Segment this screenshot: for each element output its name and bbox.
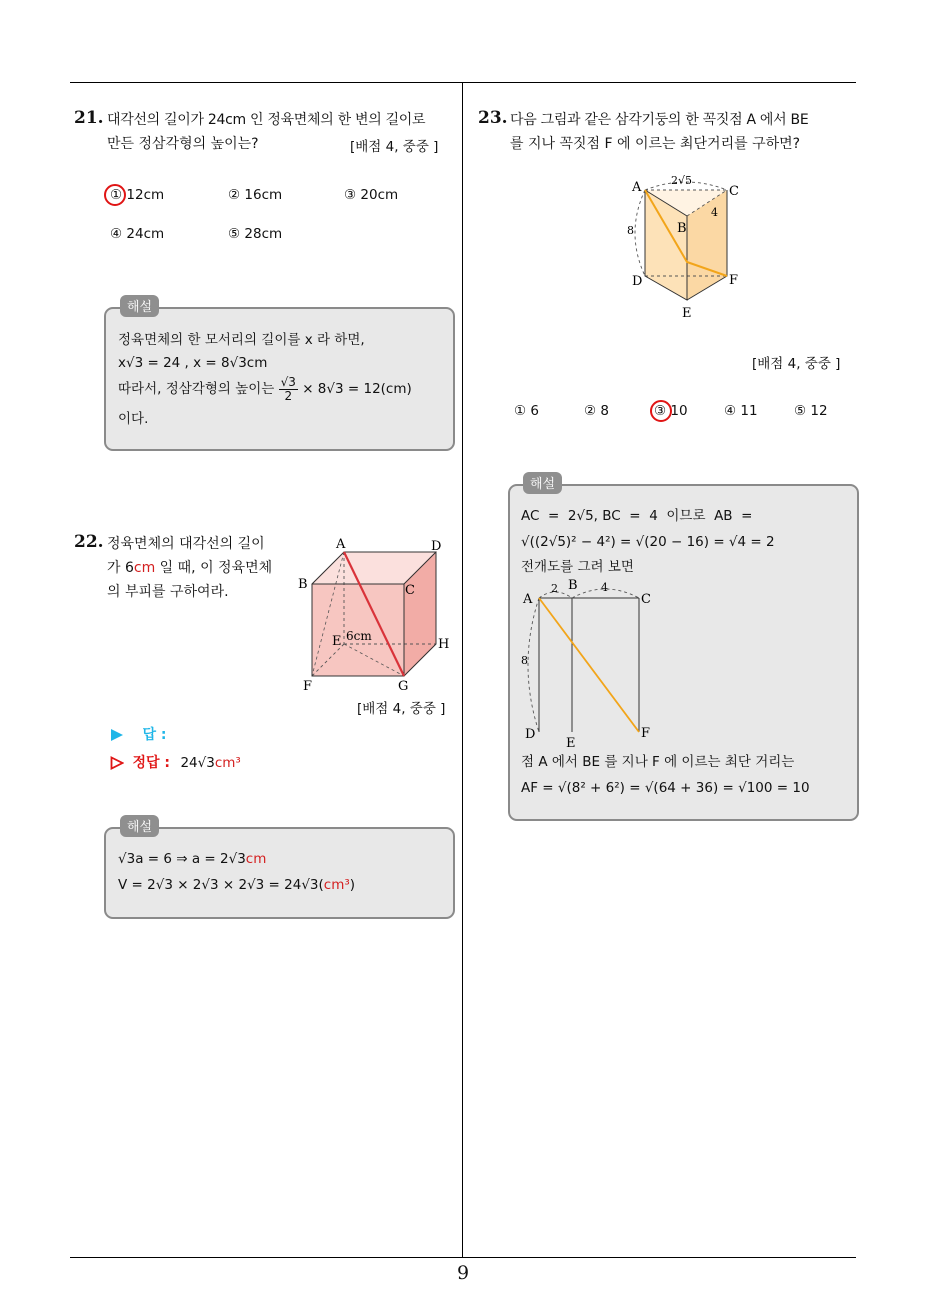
cube-label-B: B [298, 577, 308, 592]
q23-score: [배점 4, 중중 ] [752, 356, 841, 372]
q23-sol-line4: 점 A 에서 BE 를 지나 F 에 이르는 최단 거리는 [521, 754, 795, 770]
q21-choice-2[interactable]: ② 16cm [228, 187, 283, 203]
q23-net-figure [515, 574, 660, 754]
q21-choice-3[interactable]: ③ 20cm [344, 187, 399, 203]
q21-choice-4[interactable]: ④ 24cm [110, 226, 165, 242]
q21-text-line1: 대각선의 길이가 24cm 인 정육면체의 한 변의 길이로 [107, 112, 426, 128]
net-seg1: 2 [551, 582, 558, 595]
net-label-E: E [566, 736, 576, 751]
net-label-C: C [641, 592, 651, 607]
prism-label-E: E [682, 306, 692, 321]
q23-sol-line2: √((2√5)² − 4²) = √(20 − 16) = √4 = 2 [521, 534, 775, 550]
q22-correct-value: 24√3 [180, 755, 215, 771]
q22-answer-row [110, 724, 166, 744]
q23-sol-line1: AC = 2√5, BC = 4 이므로 AB = [521, 508, 753, 524]
prism-height: 8 [627, 224, 634, 237]
cube-label-F: F [303, 679, 313, 694]
q21-number: 21. [74, 108, 104, 128]
q23-choice-1[interactable]: ① 6 [514, 403, 539, 419]
net-label-D: D [525, 727, 536, 742]
q21-choice-5[interactable]: ⑤ 28cm [228, 226, 283, 242]
q22-sol-line2-unit: cm³ [323, 877, 350, 893]
q22-answer-label: 답 : [142, 727, 167, 743]
q21-sol-line4: 이다. [118, 411, 149, 427]
q23-choice-5[interactable]: ⑤ 12 [794, 403, 828, 419]
net-label-B: B [568, 578, 578, 593]
net-shortest-path [539, 598, 639, 732]
cube-label-E: E [332, 634, 342, 649]
q22-sol-line2-pre: V = 2√3 × 2√3 × 2√3 = 24√3( [118, 877, 324, 893]
q21-sol-line3-post: × 8√3 = 12(cm) [302, 381, 412, 397]
q21-sol-line2: x√3 = 24 , x = 8√3cm [118, 355, 268, 371]
q22-text-line1: 정육면체의 대각선의 길이 [107, 536, 265, 552]
q23-choice-4[interactable]: ④ 11 [724, 403, 758, 419]
q22-line2-post: 일 때, 이 정육면체 [155, 560, 273, 576]
q22-cube-figure [290, 530, 460, 695]
q22-sol-line1-pre: √3a = 6 ⇒ a = 2√3 [118, 851, 246, 867]
q22-line2-pre: 가 6 [107, 560, 134, 576]
q21-sol-line3 [118, 374, 412, 404]
q22-correct-row [110, 752, 241, 772]
correct-arrow-icon [110, 756, 124, 770]
q22-line2-unit: cm [133, 560, 156, 576]
net-height-arc [528, 598, 539, 732]
q22-sol-line1-unit: cm [245, 851, 267, 867]
q23-sol-line5: AF = √(8² + 6²) = √(64 + 36) = √100 = 10 [521, 780, 810, 796]
cube-label-C: C [405, 583, 415, 598]
q22-sol-line1 [118, 848, 266, 870]
q21-choice-1[interactable]: ① 12cm [110, 187, 165, 203]
q22-score: [배점 4, 중중 ] [357, 701, 446, 717]
q21-sol-line1: 정육면체의 한 모서리의 길이를 x 라 하면, [118, 332, 365, 348]
page-number: 9 [456, 1262, 470, 1284]
cube-label-D: D [431, 539, 442, 554]
q22-solution-tag: 해설 [120, 815, 159, 837]
column-divider [462, 82, 463, 1258]
q23-solution-tag: 해설 [523, 472, 562, 494]
q21-sol-line3-pre: 따라서, 정삼각형의 높이는 [118, 381, 275, 397]
q23-number: 23. [478, 108, 508, 128]
q21-frac-num: √3 [280, 374, 296, 389]
net-label-A: A [523, 592, 533, 607]
prism-height-arc [635, 190, 645, 276]
q23-choice-3[interactable]: ③ 10 [654, 403, 688, 419]
q23-text-line2: 를 지나 꼭짓점 F 에 이르는 최단거리를 구하면? [510, 136, 801, 152]
cube-diagonal-label: 6cm [346, 629, 372, 643]
q22-correct-unit: cm³ [214, 755, 241, 771]
prism-label-C: C [729, 184, 739, 199]
prism-edge-bc: 4 [711, 206, 718, 219]
q21-frac-den: 2 [284, 388, 293, 403]
answer-arrow-icon [110, 728, 124, 742]
prism-edge-ac: 2√5 [671, 174, 693, 187]
cube-label-G: G [398, 679, 409, 694]
q23-choice-2[interactable]: ② 8 [584, 403, 609, 419]
q22-solution-box [104, 827, 455, 919]
top-rule [70, 82, 856, 83]
q22-number: 22. [74, 532, 104, 552]
q21-score: [배점 4, 중중 ] [350, 139, 439, 155]
prism-label-D: D [632, 274, 643, 289]
prism-label-A: A [632, 180, 642, 195]
q23-sol-line3: 전개도를 그려 보면 [521, 559, 634, 575]
cube-label-H: H [438, 637, 450, 652]
q22-text-line2 [107, 556, 272, 580]
q22-sol-line2-post: ) [349, 877, 356, 893]
q21-sol-fraction [279, 376, 298, 403]
q21-text-line2: 만든 정삼각형의 높이는? [107, 136, 259, 152]
net-seg2: 4 [601, 581, 608, 594]
q22-correct-label: 정답 : [132, 755, 170, 771]
q22-text-line3: 의 부피를 구하여라. [107, 584, 229, 600]
q22-sol-line2 [118, 874, 355, 896]
prism-label-F: F [729, 273, 739, 288]
net-label-F: F [641, 726, 651, 741]
prism-label-B: B [677, 221, 687, 236]
bottom-rule [70, 1257, 856, 1258]
q21-solution-tag: 해설 [120, 295, 159, 317]
cube-label-A: A [336, 537, 346, 552]
net-height: 8 [521, 654, 528, 667]
q23-prism-figure [615, 168, 750, 323]
q23-text-line1: 다음 그림과 같은 삼각기둥의 한 꼭짓점 A 에서 BE [510, 112, 809, 128]
